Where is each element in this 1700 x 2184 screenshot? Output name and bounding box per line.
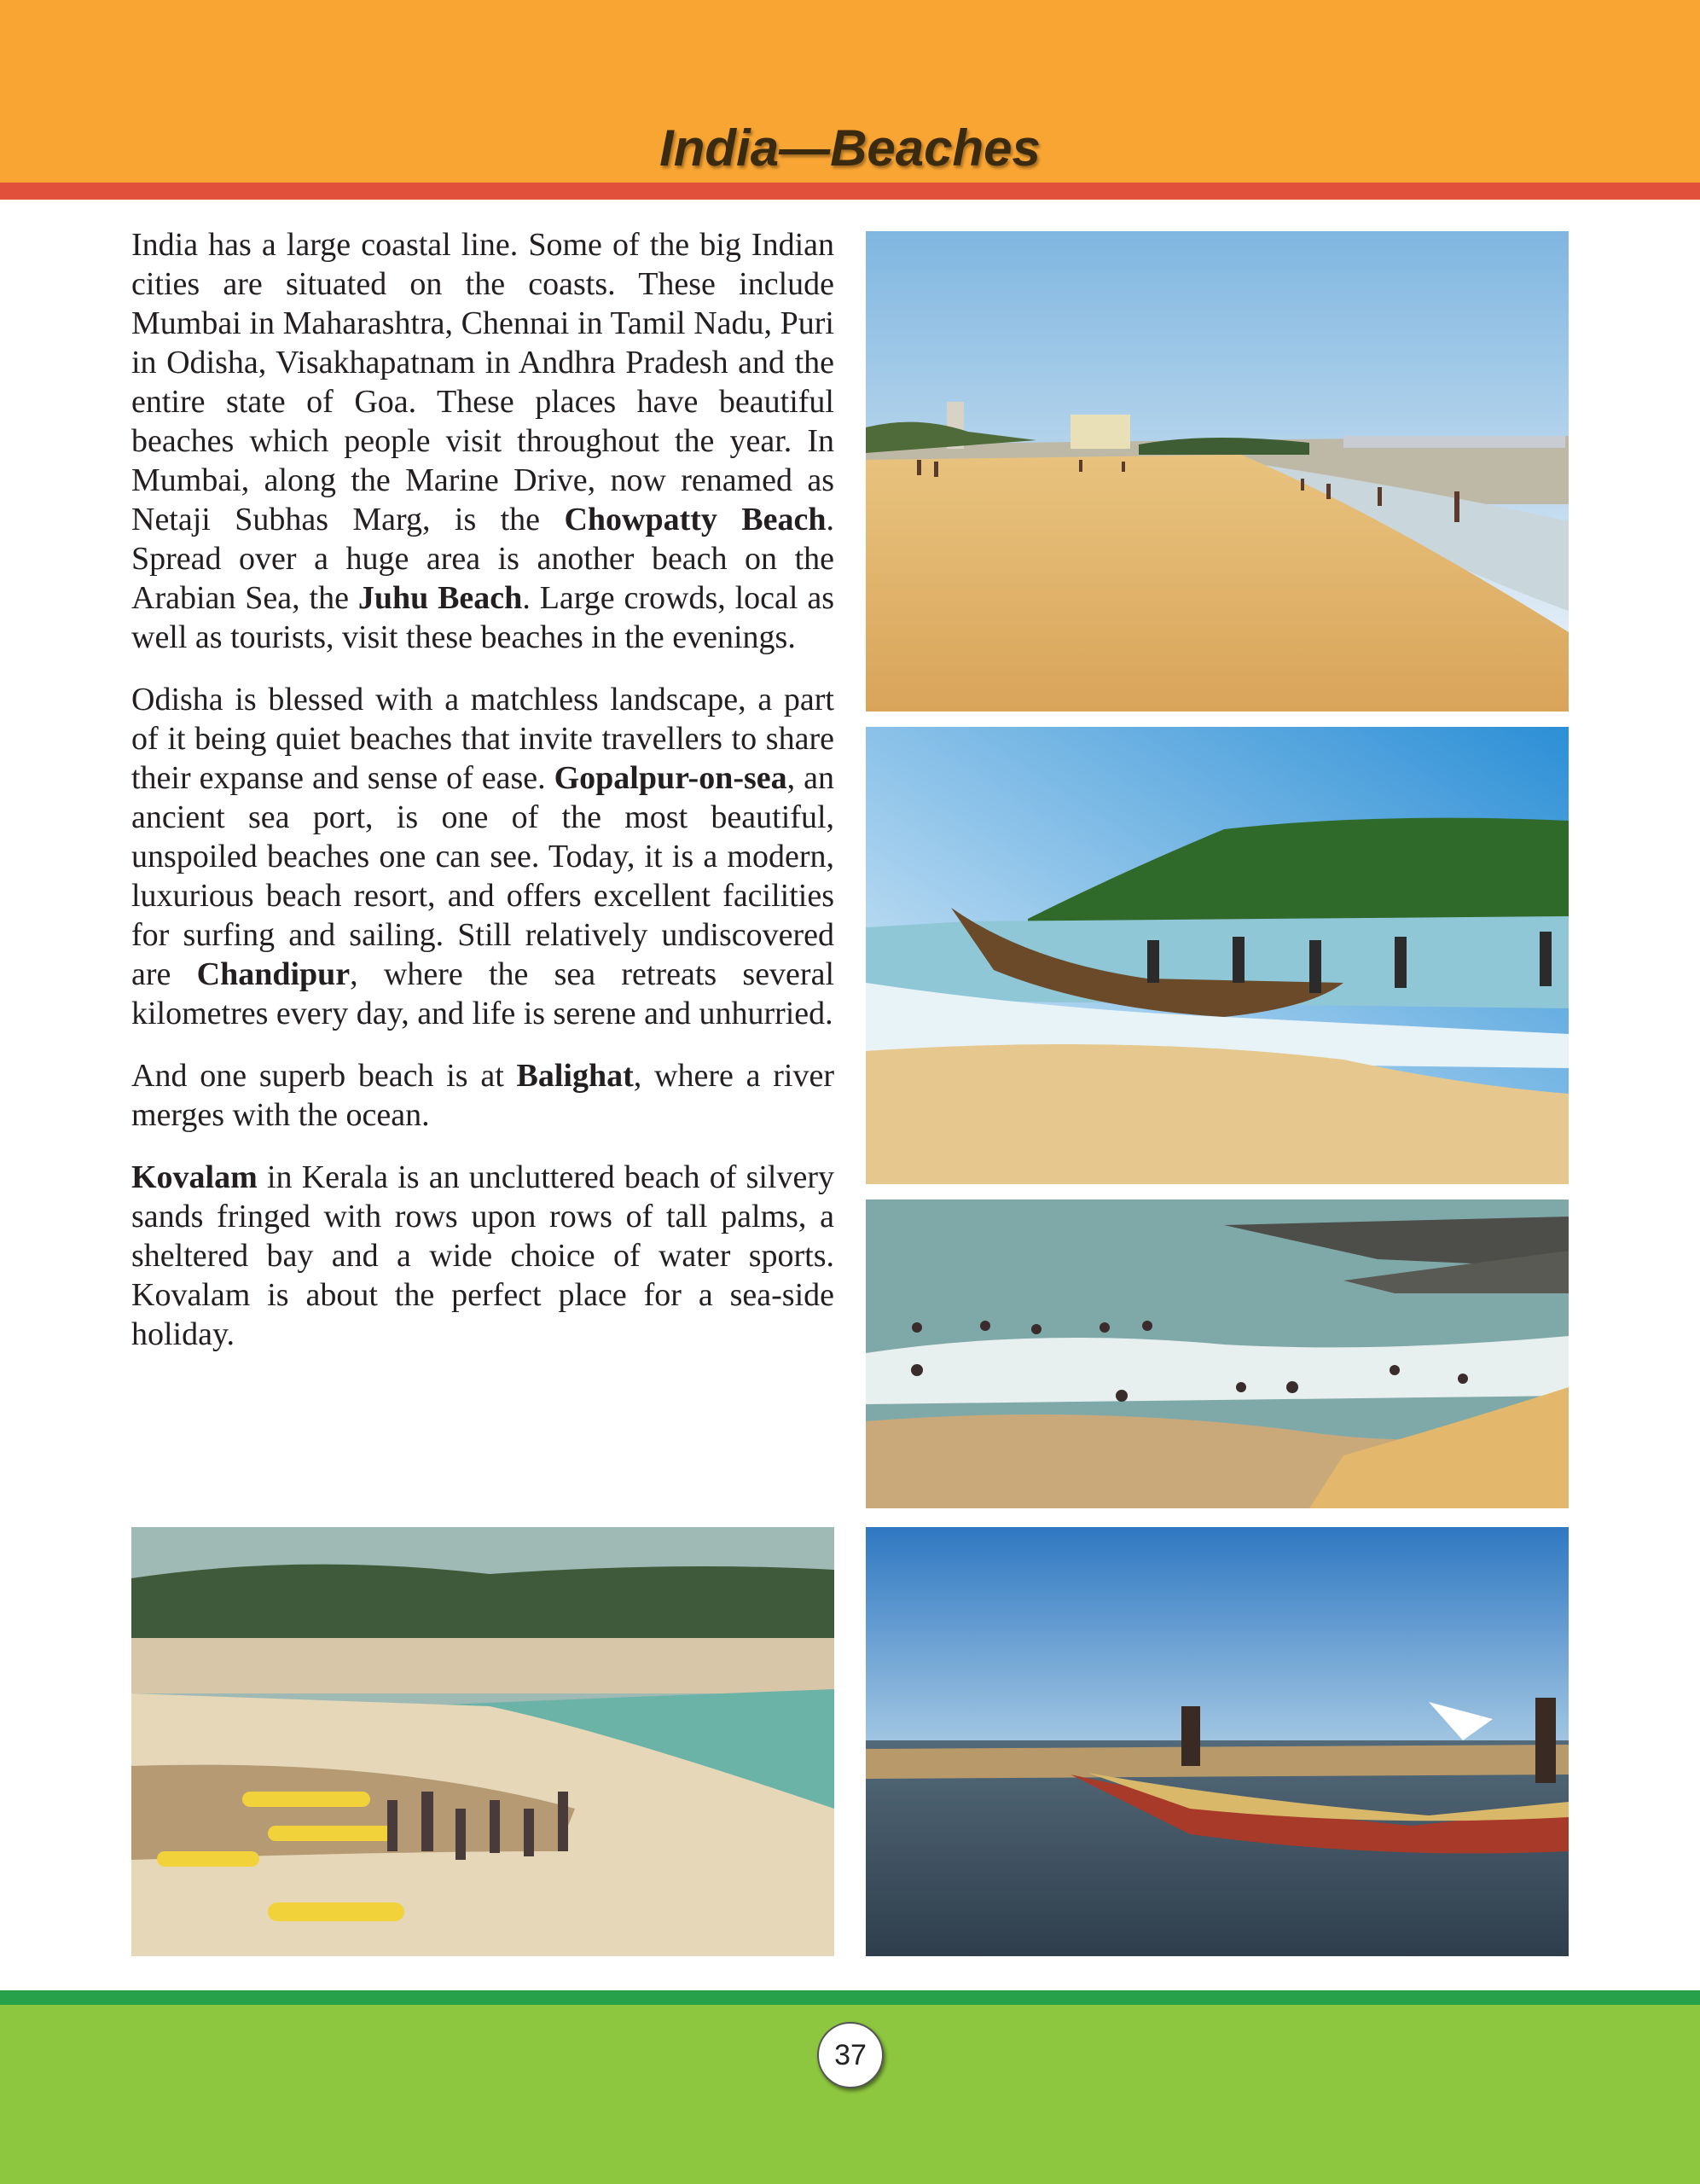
text-span: India has a large coastal line. Some of the big Indian cities are situated on the coasts. These include Mumbai in Maharashtra, Chennai in Tamil Nadu, Puri in Odisha, Visakhapatnam in Andhra Pradesh and the entire state of Goa. These places have beautiful beaches which people visit throughout the year. In Mumbai, along the Marine Drive, now renamed as Netaji Subhas Marg, is the [131,227,834,537]
photo-crowded-beach [131,1527,834,1956]
text-span: . Large crowds, local as well as tourists, visit these beaches in the evenings. [131,580,834,655]
text-span: , an ancient sea port, is one of the most beautiful, unspoiled beaches one can see. Today, it is a modern, luxurious beach resort, and offers excellent facilities for surfing and sailing. Still relatively undiscovered are [131,760,834,992]
photo-bathers-surf [866,1199,1569,1508]
text-span: , where a river merges with the ocean. [131,1058,834,1133]
page-number: 37 [817,2022,884,2088]
bold-term-chowpatty: Chowpatty Beach [564,502,827,537]
paragraph-1 [131,225,834,657]
paragraph-4 [131,1158,834,1354]
text-span: Odisha is blessed with a matchless landscape, a part of it being quiet beaches that invite travellers to share their expanse and sense of ease. [131,682,834,796]
bold-term-juhu: Juhu Beach [357,580,523,616]
bold-term-chandipur: Chandipur [196,956,351,992]
header-stripe [0,183,1700,200]
paragraph-3 [131,1056,834,1135]
text-span: in Kerala is an uncluttered beach of silvery sands fringed with rows upon rows of tall palms, a sheltered bay and a wide choice of water sports. Kovalam is about the perfect place for a sea-side holiday. [131,1159,834,1352]
bold-term-kovalam: Kovalam [131,1159,258,1195]
photo-fishermen-boat [866,727,1569,1184]
text-span: And one superb beach is at [131,1058,517,1094]
text-span: . Spread over a huge area is another beach on the Arabian Sea, the [131,502,834,616]
body-text [131,225,834,1354]
photo-city-beach [866,231,1569,712]
paragraph-2 [131,680,834,1033]
text-span: , where the sea retreats several kilometres every day, and life is serene and unhurried. [131,956,835,1031]
footer-stripe [0,1990,1700,2005]
page-title: India—Beaches [659,119,1041,177]
photo-river-boats [866,1527,1569,1956]
bold-term-balighat: Balighat [516,1058,634,1094]
bold-term-gopalpur: Gopalpur-on-sea [554,760,787,796]
